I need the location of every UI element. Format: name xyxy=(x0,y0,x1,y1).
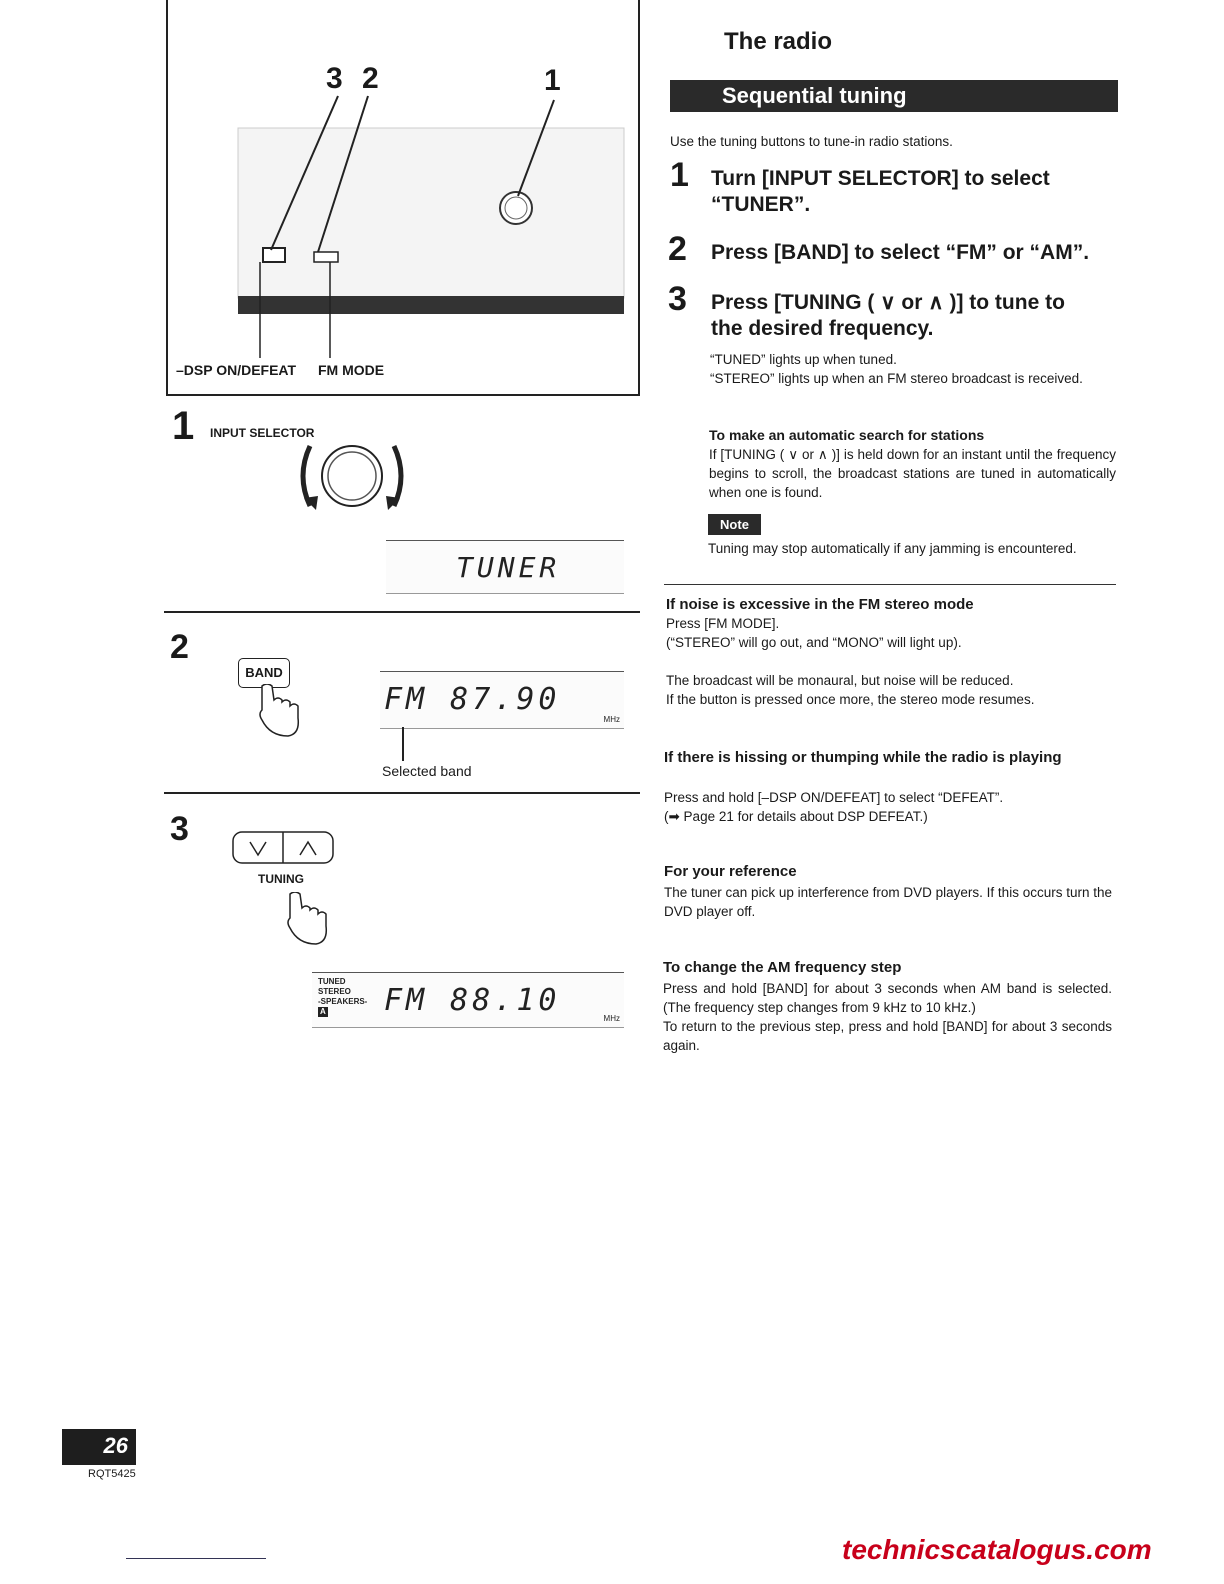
step-3-notes: “TUNED” lights up when tuned. “STEREO” lights up when an FM stereo broadcast is received. xyxy=(710,352,1083,386)
section-title: The radio xyxy=(724,28,833,55)
hissing-body: Press and hold [–DSP ON/DEFEAT] to select “DEFEAT”. (➡ Page 21 for details about DSP DEFEAT.) xyxy=(664,790,1004,824)
label-dsp-defeat: –DSP ON/DEFEAT xyxy=(176,362,297,378)
left-step-2-number: 2 xyxy=(170,628,189,666)
fm-noise-heading: If noise is excessive in the FM stereo mode xyxy=(666,596,974,613)
input-selector-label: INPUT SELECTOR xyxy=(210,426,315,440)
pressing-finger-icon xyxy=(254,684,304,740)
band-button: BAND xyxy=(238,658,290,688)
hissing-heading: If there is hissing or thumping while the radio is playing xyxy=(664,749,1062,766)
indicator-stereo: STEREO xyxy=(318,987,351,996)
pressing-finger-icon xyxy=(282,892,332,948)
indicator-tuned: TUNED xyxy=(318,977,346,986)
right-step-3-number: 3 xyxy=(668,280,687,318)
indicator-speakers: -SPEAKERS- xyxy=(318,997,368,1006)
input-selector-knob-icon xyxy=(292,436,412,516)
label-fm-mode: FM MODE xyxy=(318,362,385,378)
lcd-display-fm: FM 87.90 MHz xyxy=(380,671,624,729)
indicator-a: A xyxy=(320,1007,326,1016)
divider xyxy=(164,792,640,794)
right-step-1-number: 1 xyxy=(670,156,689,194)
front-panel-diagram xyxy=(166,0,640,396)
intro-text: Use the tuning buttons to tune-in radio stations. xyxy=(670,134,953,149)
band-pointer xyxy=(402,727,404,761)
document-code: RQT5425 xyxy=(88,1468,136,1480)
tuning-buttons-icon xyxy=(232,830,336,866)
left-step-1-number: 1 xyxy=(172,404,195,448)
am-step-body: Press and hold [BAND] for about 3 seconds when AM band is selected. (The frequency step changes from 9 kHz to 10 kHz.) To return to the previous step, press and hold [BAND] for about 3 seconds again. xyxy=(663,981,1112,1053)
fm-noise-body: Press [FM MODE]. (“STEREO” will go out, and “MONO” will light up). The broadcast will be monaural, but noise will be reduced. If the button is pressed once more, the stereo mode resumes. xyxy=(666,616,1035,707)
auto-search-heading: To make an automatic search for stations xyxy=(709,427,985,443)
note-body: Tuning may stop automatically if any jamming is encountered. xyxy=(708,541,1077,556)
reference-body: The tuner can pick up interference from DVD players. If this occurs turn the DVD player off. xyxy=(664,885,1112,919)
lcd-display-tuner: TUNER xyxy=(386,540,624,594)
callout-1: 1 xyxy=(544,64,561,97)
section-banner: Sequential tuning xyxy=(670,80,1118,112)
reference-heading: For your reference xyxy=(664,863,797,880)
right-step-1-text: Turn [INPUT SELECTOR] to select “TUNER”. xyxy=(711,167,1050,216)
callout-3: 3 xyxy=(326,62,343,95)
note-badge: Note xyxy=(708,514,761,535)
front-panel-illustration xyxy=(168,0,642,396)
callout-2: 2 xyxy=(362,62,379,95)
selected-band-caption: Selected band xyxy=(382,763,472,779)
page-number-badge: 26 xyxy=(62,1429,136,1465)
watermark-link[interactable]: technicscatalogus.com xyxy=(842,1534,1152,1565)
left-step-3-number: 3 xyxy=(170,810,189,848)
right-step-2-text: Press [BAND] to select “FM” or “AM”. xyxy=(711,241,1090,264)
tuning-label: TUNING xyxy=(258,872,304,886)
am-step-heading: To change the AM frequency step xyxy=(663,959,902,976)
divider xyxy=(164,611,640,613)
divider xyxy=(664,584,1116,585)
right-step-2-number: 2 xyxy=(668,230,687,268)
footer-rule xyxy=(126,1558,266,1559)
lcd-display-tuned: TUNED STEREO -SPEAKERS- A FM 88.10 MHz xyxy=(312,972,624,1028)
auto-search-body: If [TUNING ( ∨ or ∧ )] is held down for an instant until the frequency begins to scroll, the broadcast stations are tuned in automatically when one is found. xyxy=(709,447,1116,500)
right-step-3-text: Press [TUNING ( ∨ or ∧ )] to tune to the desired frequency. xyxy=(711,291,1065,340)
